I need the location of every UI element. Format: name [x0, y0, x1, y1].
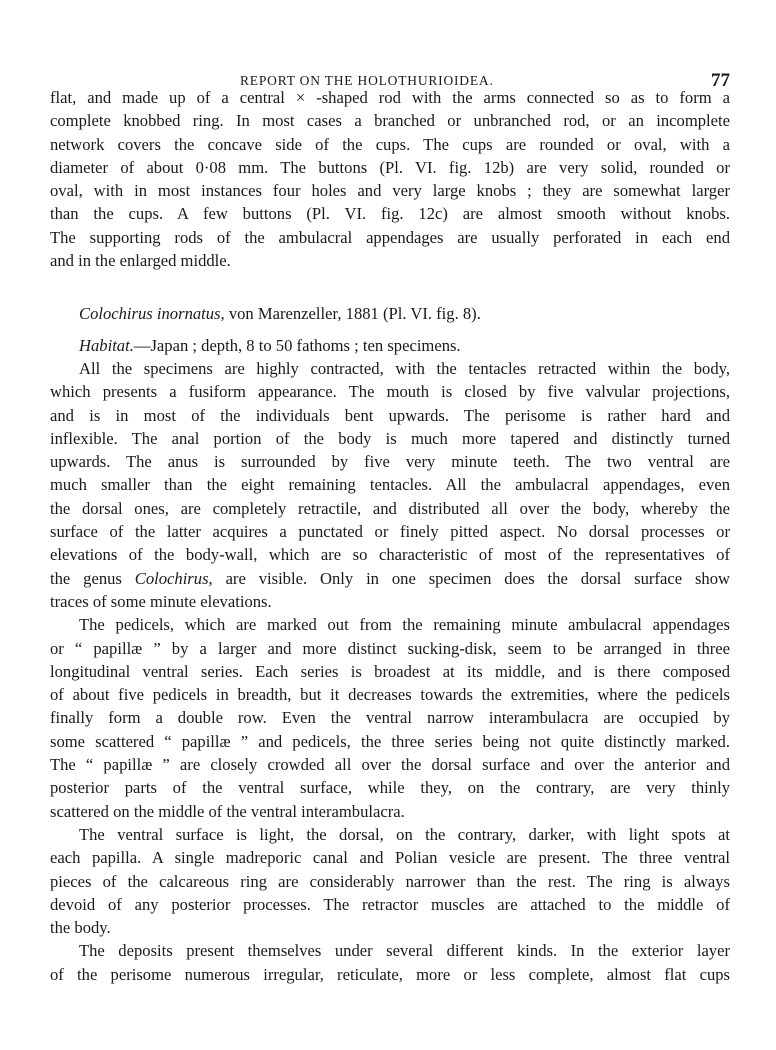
- text-line: scattered on the middle of the ventral interambulacra.: [50, 801, 405, 821]
- text-line: oval, with in most instances four holes and very large knobs ; they are somewhat larger: [50, 181, 730, 201]
- text-line: All the specimens are highly contracted, with the tentacles retracted within the body,: [79, 358, 730, 378]
- paragraph-continued: [50, 86, 730, 272]
- text-line: of about five pedicels in breadth, but it decreases towards the extremities, where the pedicels: [50, 685, 730, 705]
- text-line: which presents a fusiform appearance. The mouth is closed by five valvular projections,: [50, 382, 730, 402]
- text-line: longitudinal ventral series. Each series is broadest at its middle, and is there composed: [50, 661, 730, 681]
- text-line: surface of the latter acquires a punctated or finely pitted aspect. No dorsal processes or: [50, 522, 730, 542]
- text-line: devoid of any posterior processes. The retractor muscles are attached to the middle of: [50, 894, 730, 914]
- text-line: The ventral surface is light, the dorsal, on the contrary, darker, with light spots at: [79, 824, 730, 844]
- text-line: or “ papillæ ” by a larger and more distinct sucking-disk, seem to be arranged in three: [50, 638, 730, 658]
- paragraph-description: [50, 357, 730, 613]
- text-line: pieces of the calcareous ring are considerably narrower than the rest. The ring is always: [50, 871, 730, 891]
- running-title: REPORT ON THE HOLOTHURIOIDEA.: [240, 73, 494, 88]
- text-line: than the cups. A few buttons (Pl. VI. fig. 12c) are almost smooth without knobs.: [50, 204, 730, 224]
- text-line: The “ papillæ ” are closely crowded all over the dorsal surface and over the anterior and: [50, 755, 730, 775]
- text-line: traces of some minute elevations.: [50, 591, 272, 611]
- species-heading: [50, 302, 730, 325]
- paragraph-pedicels: [50, 613, 730, 823]
- text-line: network covers the concave side of the cups. The cups are rounded or oval, with a: [50, 134, 730, 154]
- paragraph-ventral-surface: [50, 823, 730, 939]
- text-line: inflexible. The anal portion of the body is much more tapered and distinctly turned: [50, 428, 730, 448]
- habitat-line: [50, 334, 730, 357]
- text-line: the dorsal ones, are completely retractile, and distributed all over the body, whereby the: [50, 498, 730, 518]
- habitat-text: —Japan ; depth, 8 to 50 fathoms ; ten specimens.: [133, 335, 461, 355]
- text-line: complete knobbed ring. In most cases a branched or unbranched rod, or an incomplete: [50, 111, 730, 131]
- paragraph-deposits: [50, 939, 730, 986]
- text-line: posterior parts of the ventral surface, while they, on the contrary, are very thinly: [50, 778, 730, 798]
- text-line: elevations of the body-wall, which are so characteristic of most of the representatives of: [50, 545, 730, 565]
- text-line: the body.: [50, 918, 111, 938]
- page-number: 77: [711, 70, 730, 91]
- text-line: the genus Colochirus, are visible. Only in one specimen does the dorsal surface show: [50, 568, 730, 588]
- species-authority: , von Marenzeller, 1881 (Pl. VI. fig. 8).: [220, 304, 481, 324]
- text-line: each papilla. A single madreporic canal and Polian vesicle are present. The three ventral: [50, 848, 730, 868]
- text-line: finally form a double row. Even the ventral narrow interambulacra are occupied by: [50, 708, 730, 728]
- text-line: and is in most of the individuals bent upwards. The perisome is rather hard and: [50, 405, 730, 425]
- species-name: Colochirus inornatus: [79, 304, 221, 324]
- text-line: of the perisome numerous irregular, reticulate, more or less complete, almost flat cups: [50, 964, 730, 984]
- text-line: flat, and made up of a central × -shaped rod with the arms connected so as to form a: [50, 88, 730, 107]
- habitat-label: Habitat.: [79, 335, 134, 355]
- text-line: upwards. The anus is surrounded by five very minute teeth. The two ventral are: [50, 452, 730, 472]
- page-body: [50, 86, 730, 986]
- text-line: much smaller than the eight remaining tentacles. All the ambulacral appendages, even: [50, 475, 730, 495]
- text-line: The supporting rods of the ambulacral appendages are usually perforated in each end: [50, 227, 730, 247]
- text-line: diameter of about 0·08 mm. The buttons (Pl. VI. fig. 12b) are very solid, rounded or: [50, 157, 730, 177]
- text-line: The pedicels, which are marked out from the remaining minute ambulacral appendages: [79, 615, 730, 635]
- genus-name: Colochirus: [134, 568, 209, 588]
- text-line: some scattered “ papillæ ” and pedicels, the three series being not quite distinctly marked.: [50, 731, 730, 751]
- text-line: The deposits present themselves under several different kinds. In the exterior layer: [79, 941, 730, 961]
- text-line: and in the enlarged middle.: [50, 251, 231, 271]
